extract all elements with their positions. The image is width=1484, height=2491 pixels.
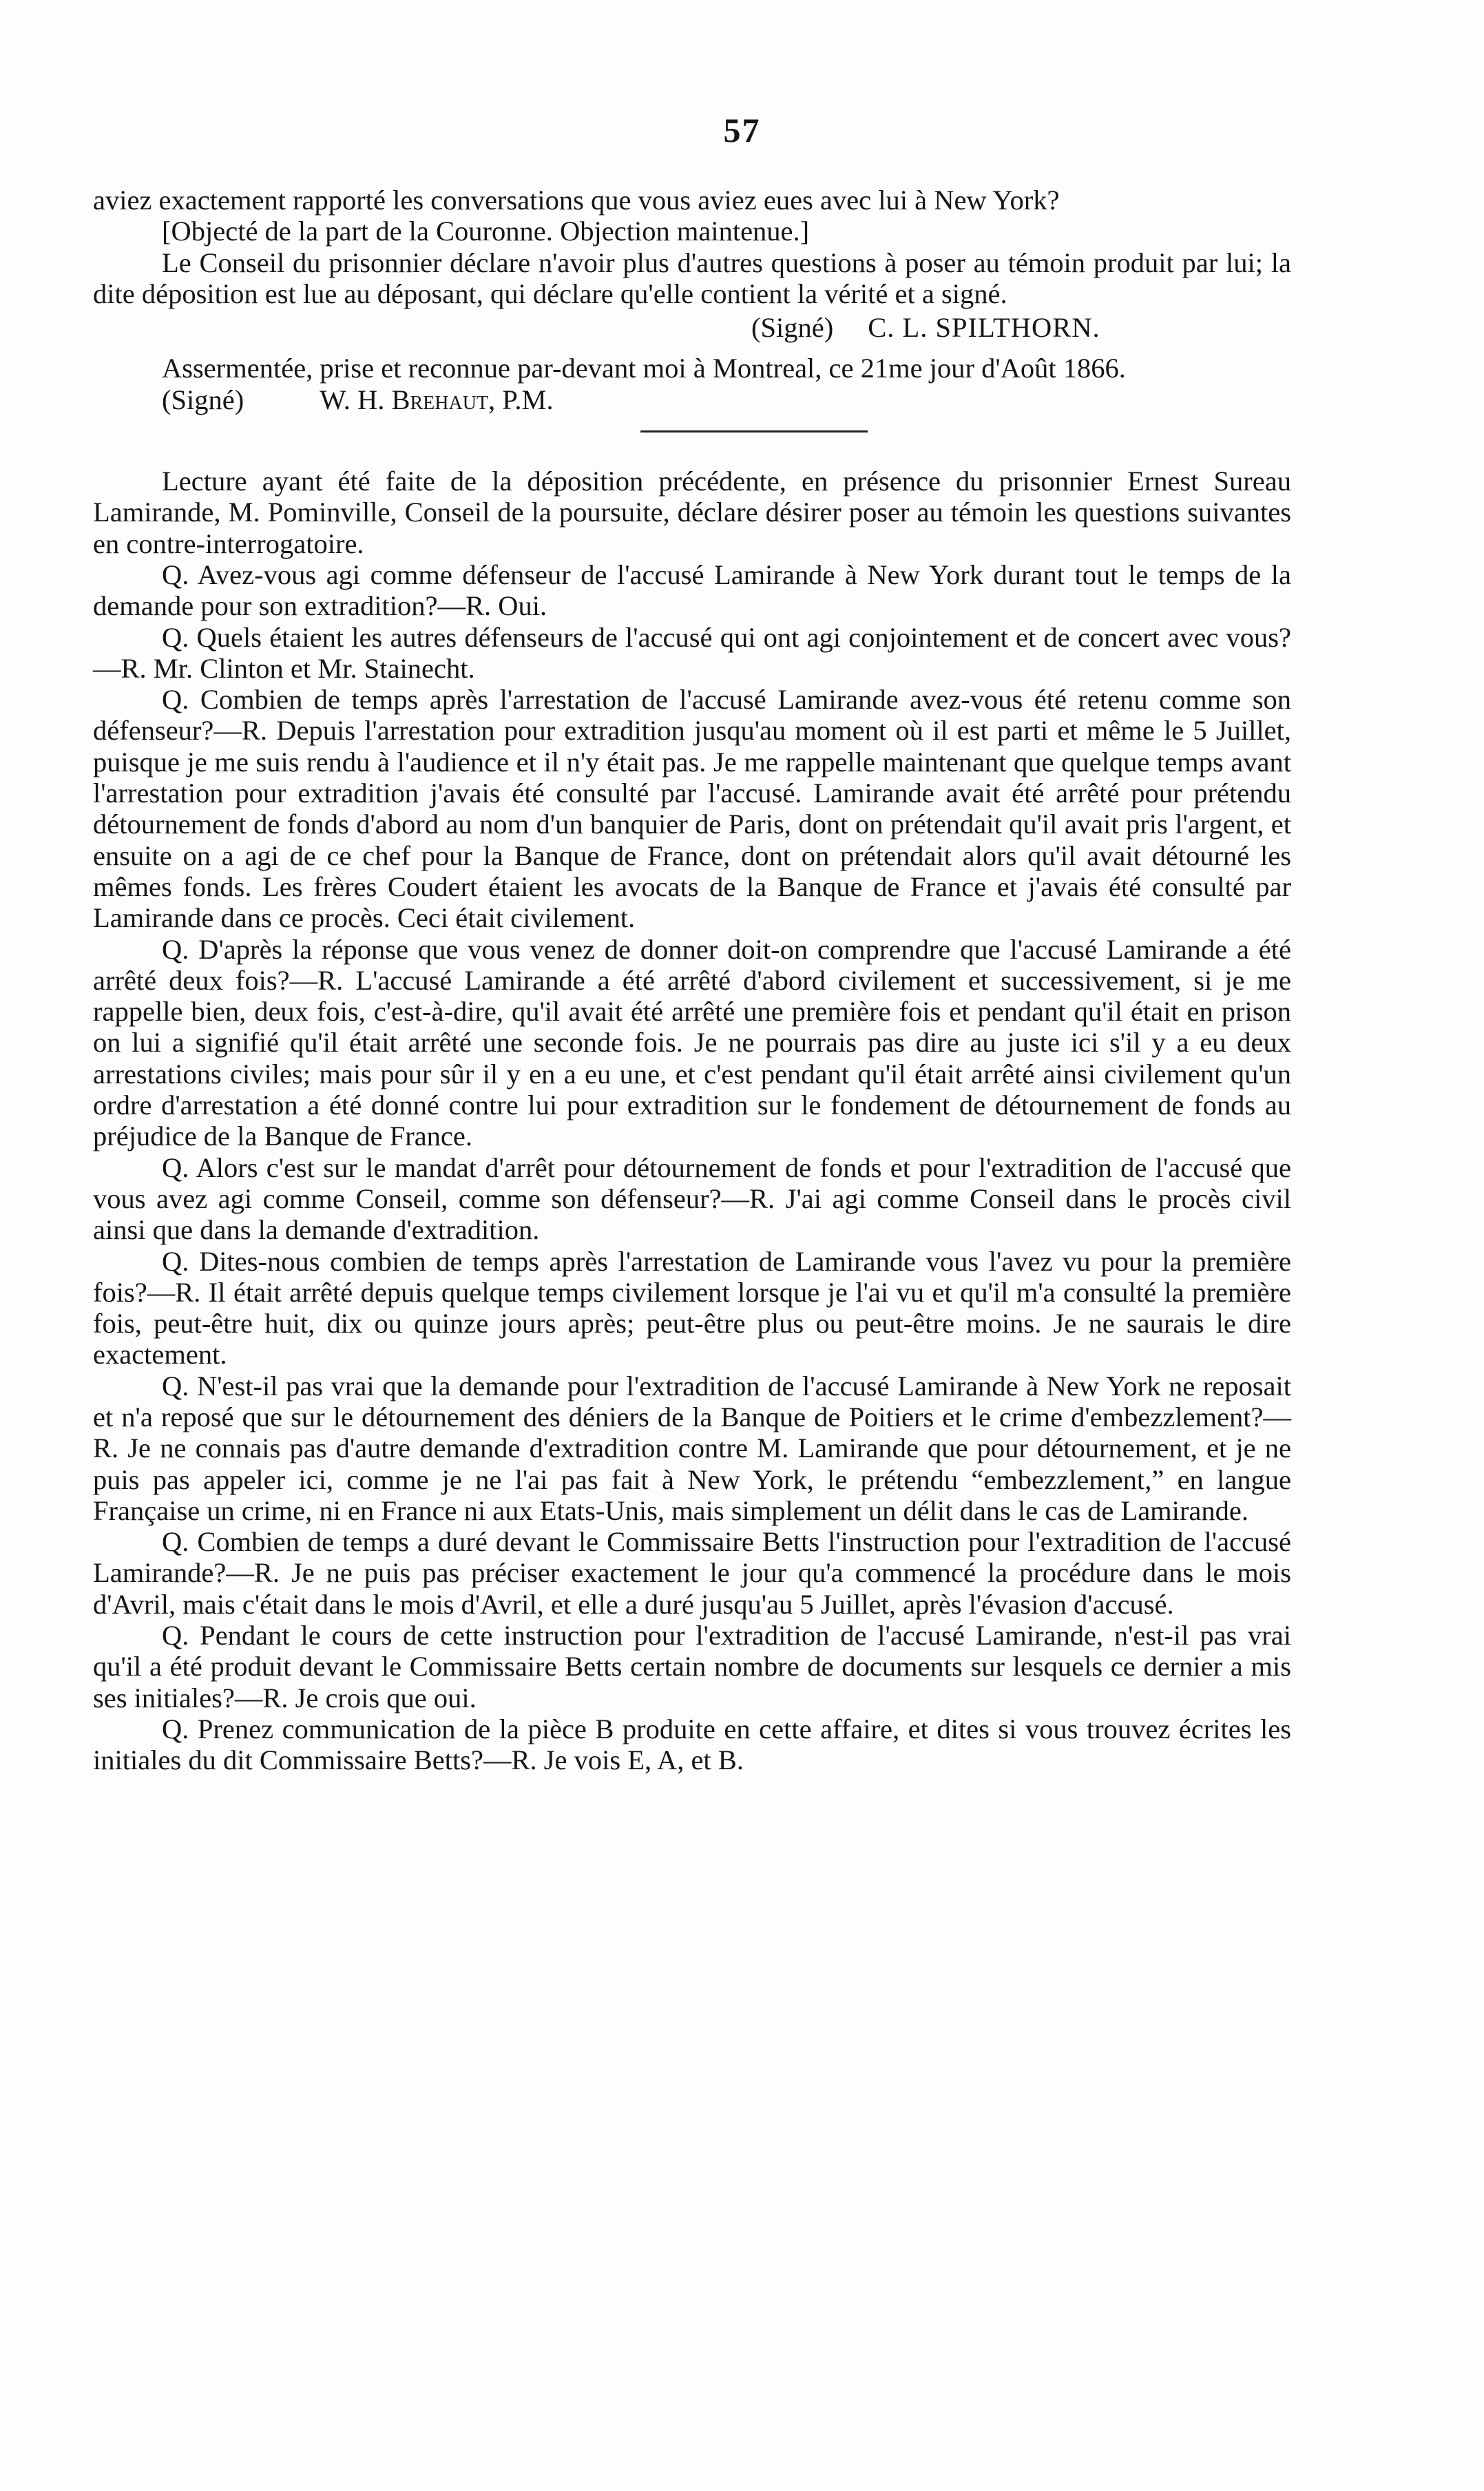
question-answer: Q. Avez-vous agi comme défenseur de l'accusé Lamirande à New York durant tout le temps de la demande pour son extradition?—R. Oui. <box>93 559 1291 622</box>
question-answer: Q. Combien de temps a duré devant le Commissaire Betts l'instruction pour l'extradition de l'accusé Lamirande?—R. Je ne puis pas préciser exactement le jour qu'a commencé la procédure dans le mois d'Avril, mais c'était dans le mois d'Avril, et elle a duré jusqu'au 5 Juillet, après l'évasion d'accusé. <box>93 1526 1291 1620</box>
paragraph: aviez exactement rapporté les conversations que vous aviez eues avec lui à New York? <box>93 185 1060 216</box>
sworn-statement: Assermentée, prise et reconnue par-devant moi à Montreal, ce 21me jour d'Août 1866. <box>162 353 1126 384</box>
objection-note: [Objecté de la part de la Couronne. Objection maintenue.] <box>162 216 810 247</box>
page-number: 57 <box>723 111 761 149</box>
document-body <box>93 185 1291 1776</box>
question-answer: Q. D'après la réponse que vous venez de donner doit-on comprendre que l'accusé Lamirande a été arrêté deux fois?—R. L'accusé Lamirande a été arrêté d'abord civilement et successivement, si je me rappelle bien, deux fois, c'est-à-dire, qu'il avait été arrêté une première fois et pendant qu'il était en prison on lui a signifié qu'il était arrêté une seconde fois. Je ne pourrais pas dire au juste ici s'il y a eu deux arrestations civiles; mais pour sûr il y en a eu une, et c'est pendant qu'il était arrêté ainsi civilement qu'un ordre d'arrestation a été donné contre lui pour extradition sur le fondement de détournement de fonds au préjudice de la Banque de France. <box>93 933 1291 1152</box>
question-answer: Q. Pendant le cours de cette instruction pour l'extradition de l'accusé Lamirande, n'est-il pas vrai qu'il a été produit devant le Commissaire Betts certain nombre de documents sur lesquels ce dernier a mis ses initiales?—R. Je crois que oui. <box>93 1620 1291 1713</box>
magistrate-name: W. H. Brehaut, P.M. <box>320 384 554 415</box>
magistrate-signature <box>93 384 1291 415</box>
magistrate-label: (Signé) <box>162 384 244 415</box>
question-answer: Q. Quels étaient les autres défenseurs de l'accusé qui ont agi conjointement et de concert avec vous?—R. Mr. Clinton et Mr. Stainecht. <box>93 621 1291 684</box>
paragraph: Le Conseil du prisonnier déclare n'avoir plus d'autres questions à poser au témoin produit par lui; la dite déposition est lue au déposant, qui déclare qu'elle contient la vérité et a signé. <box>93 247 1291 309</box>
question-answer: Q. Dites-nous combien de temps après l'arrestation de Lamirande vous l'avez vu pour la première fois?—R. Il était arrêté depuis quelque temps civilement lorsque je l'ai vu et qu'il m'a consulté la première fois, peut-être huit, dix ou quinze jours après; peut-être plus ou peut-être moins. Je ne saurais le dire exactement. <box>93 1245 1291 1370</box>
signature-name: C. L. SPILTHORN. <box>868 312 1100 344</box>
section-divider <box>640 430 868 432</box>
question-answer: Q. Combien de temps après l'arrestation de l'accusé Lamirande avez-vous été retenu comme son défenseur?—R. Depuis l'arrestation pour extradition jusqu'au moment où il est parti et même le 5 Juillet, puisque je me suis rendu à l'audience et il n'y était pas. Je me rappelle maintenant que quelque temps avant l'arrestation pour extradition j'avais été consulté par l'accusé. Lamirande avait été arrêté pour prétendu détournement de fonds d'abord au nom d'un banquier de Paris, dont on prétendait qu'il avait pris l'argent, et ensuite on a agi de ce chef pour la Banque de France, dont on prétendait alors qu'il avait détourné les mêmes fonds. Les frères Coudert étaient les avocats de la Banque de France et j'avais été consulté par Lamirande dans ce procès. Ceci était civilement. <box>93 684 1291 934</box>
witness-signature <box>93 312 1291 343</box>
question-answer: Q. Alors c'est sur le mandat d'arrêt pour détournement de fonds et pour l'extradition de l'accusé que vous avez agi comme Conseil, comme son défenseur?—R. J'ai agi comme Conseil dans le procès civil ainsi que dans la demande d'extradition. <box>93 1151 1291 1246</box>
paragraph: Lecture ayant été faite de la déposition précédente, en présence du prisonnier Ernest Sureau Lamirande, M. Pominville, Conseil de la poursuite, déclare désirer poser au témoin les questions suivantes en contre-interrogatoire. <box>93 466 1291 559</box>
question-answer: Q. Prenez communication de la pièce B produite en cette affaire, et dites si vous trouvez écrites les initiales du dit Commissaire Betts?—R. Je vois E, A, et B. <box>93 1713 1291 1776</box>
signature-label: (Signé) <box>751 312 834 344</box>
question-answer: Q. N'est-il pas vrai que la demande pour l'extradition de l'accusé Lamirande à New York ne reposait et n'a reposé que sur le détournement des déniers de la Banque de Poitiers et le crime d'embezzlement?—R. Je ne connais pas d'autre demande d'extradition contre M. Lamirande que pour détournement, et je ne puis pas appeler ici, comme je ne l'ai pas fait à New York, le prétendu “embezzlement,” en langue Française un crime, ni en France ni aux Etats-Unis, mais simplement un délit dans le cas de Lamirande. <box>93 1370 1291 1526</box>
